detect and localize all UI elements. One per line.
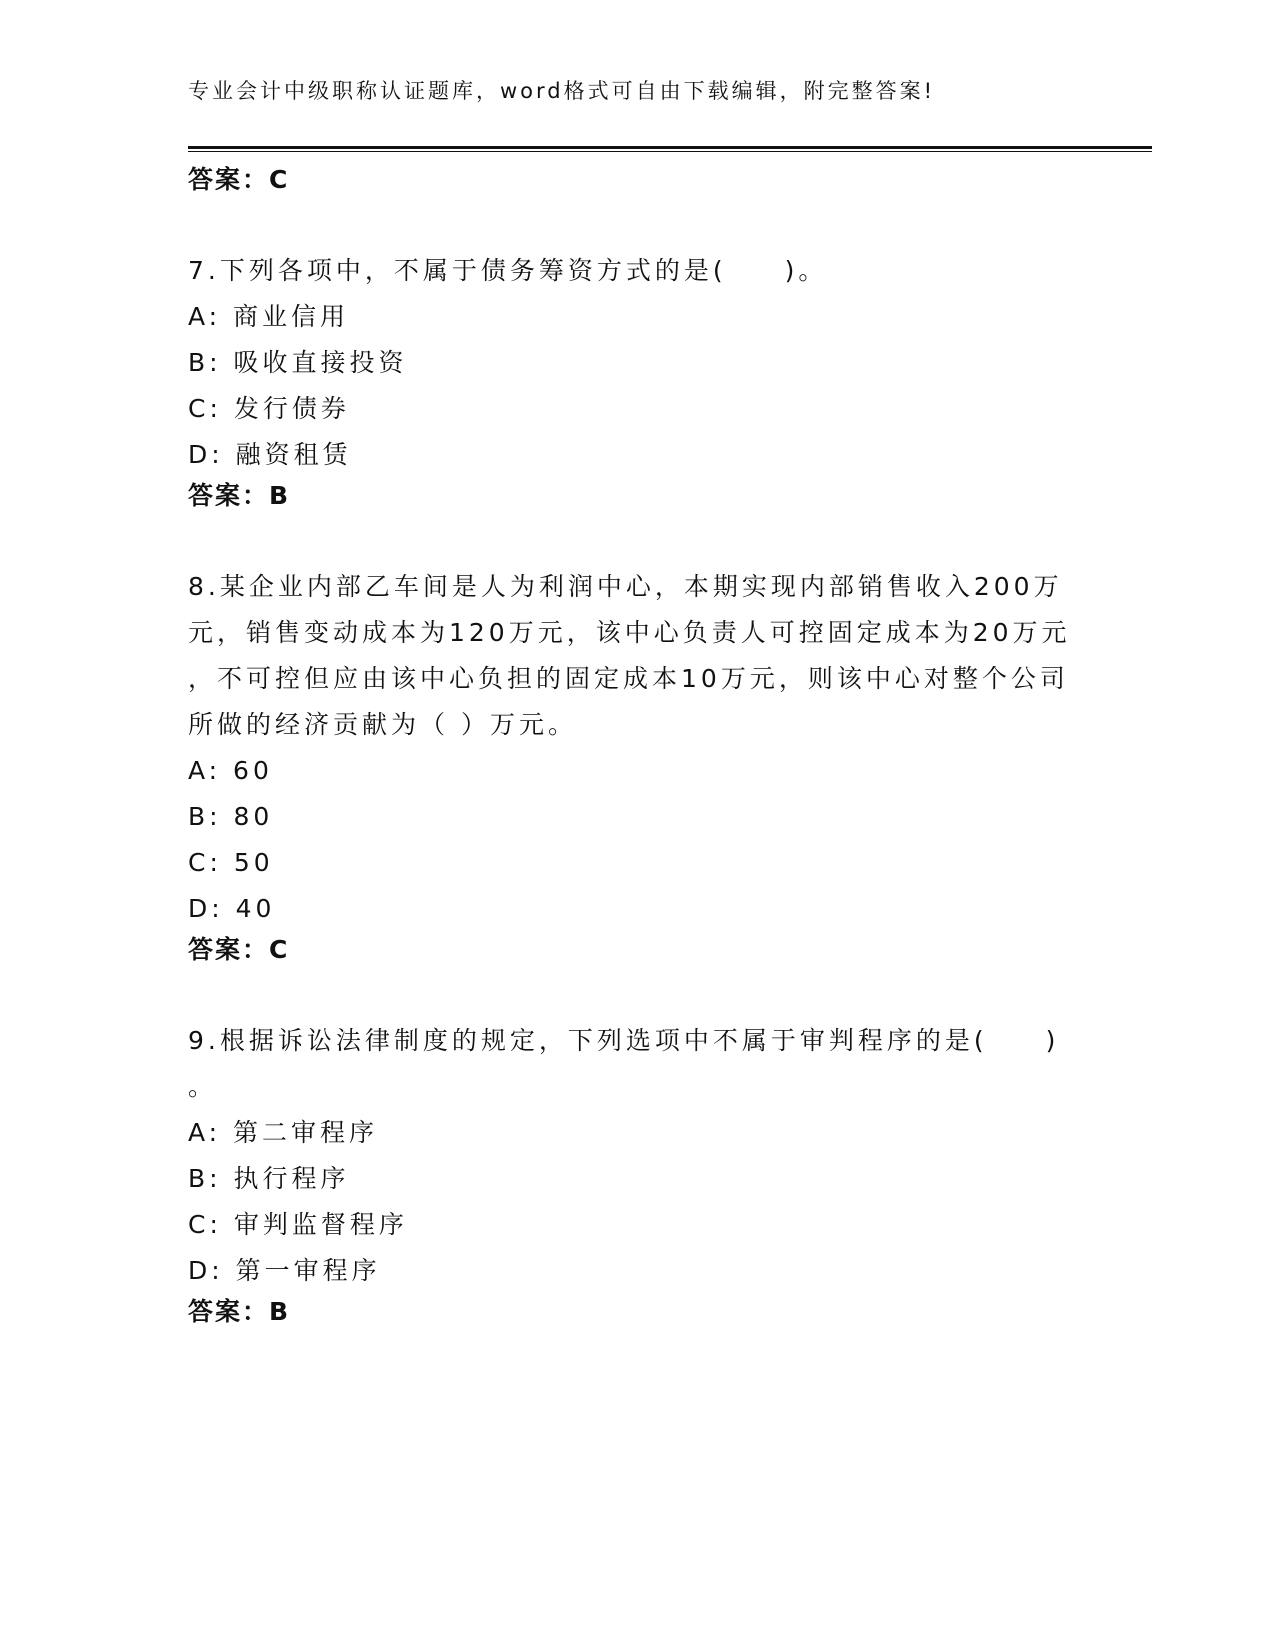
option-b: B: 80 [188, 802, 274, 831]
header-rule-thick [188, 146, 1152, 149]
question-text-line: 元，销售变动成本为120万元，该中心负责人可控固定成本为20万元 [188, 618, 1071, 647]
page-header: 专业会计中级职称认证题库，word格式可自由下载编辑，附完整答案! [188, 79, 936, 103]
question-9 [188, 1018, 1088, 1330]
question-text-line: 8.某企业内部乙车间是人为利润中心，本期实现内部销售收入200万 [188, 572, 1063, 601]
option-b: B: 执行程序 [188, 1164, 350, 1193]
previous-answer: 答案：C [188, 165, 290, 194]
question-8 [188, 564, 1088, 968]
option-a: A: 第二审程序 [188, 1118, 379, 1147]
answer-7: 答案：B [188, 481, 291, 510]
question-text-line: ，不可控但应由该中心负担的固定成本10万元，则该中心对整个公司 [188, 664, 1069, 693]
question-text-line: 7.下列各项中，不属于债务筹资方式的是( )。 [188, 256, 828, 285]
option-a: A: 60 [188, 756, 273, 785]
question-text-line: 所做的经济贡献为（ ）万元。 [188, 710, 577, 739]
option-c: C: 发行债券 [188, 394, 350, 423]
answer-9: 答案：B [188, 1297, 291, 1326]
option-d: D: 第一审程序 [188, 1256, 381, 1285]
question-text-line: 。 [188, 1072, 218, 1101]
question-7 [188, 248, 1088, 514]
option-a: A: 商业信用 [188, 302, 350, 331]
option-c: C: 审判监督程序 [188, 1210, 408, 1239]
question-list [188, 162, 1088, 1330]
answer-8: 答案：C [188, 935, 290, 964]
option-c: C: 50 [188, 848, 274, 877]
option-d: D: 融资租赁 [188, 440, 352, 469]
header-rule-thin [188, 151, 1152, 152]
question-text-line: 9.根据诉讼法律制度的规定，下列选项中不属于审判程序的是( ) [188, 1026, 1060, 1055]
option-b: B: 吸收直接投资 [188, 348, 408, 377]
option-d: D: 40 [188, 894, 276, 923]
